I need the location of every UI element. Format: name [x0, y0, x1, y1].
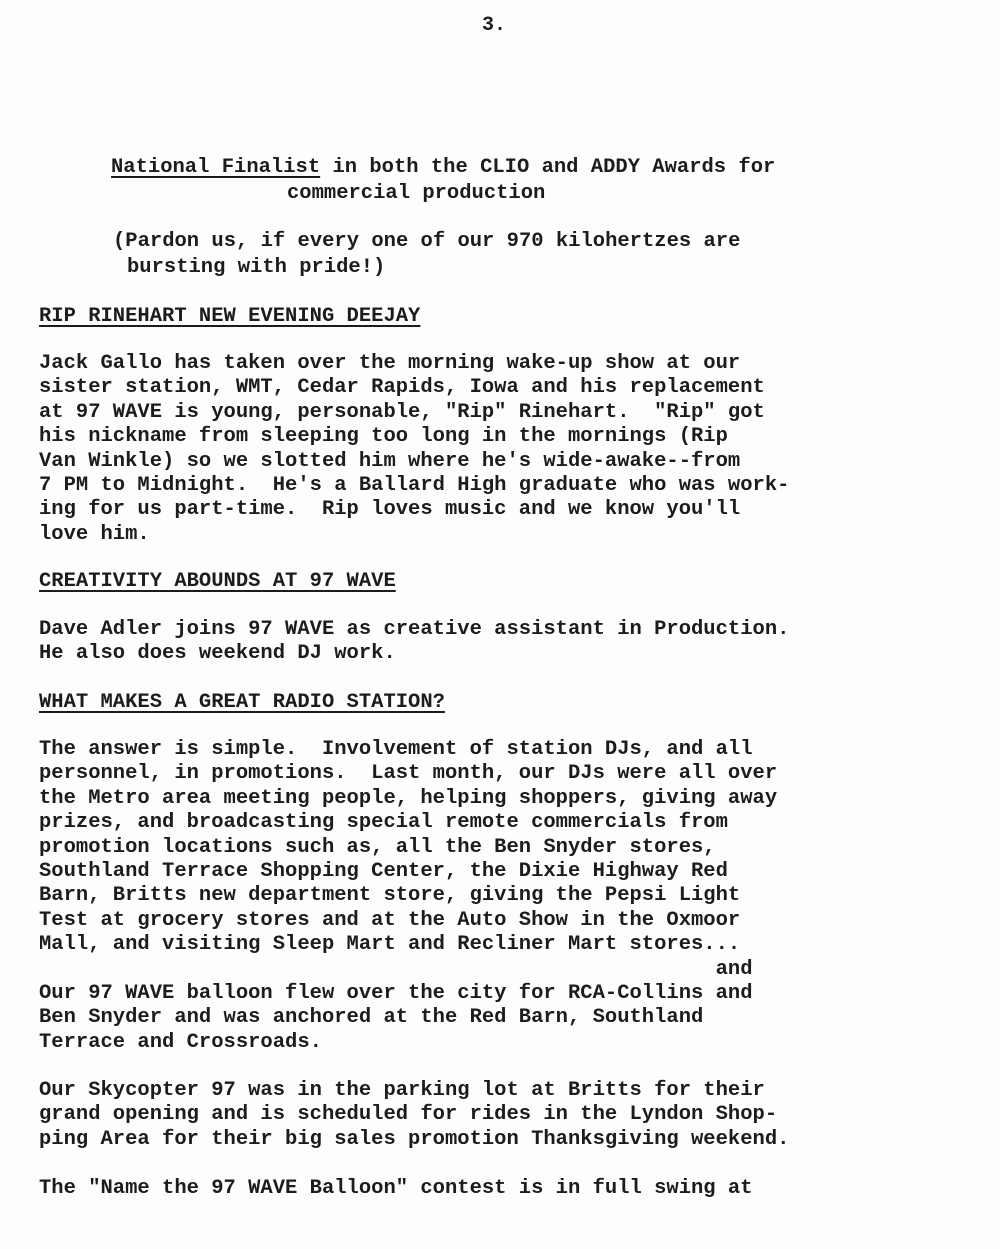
rip-heading: RIP RINEHART NEW EVENING DEEJAY	[39, 305, 421, 328]
paragraph-line: at 97 WAVE is young, personable, "Rip" Rinehart. "Rip" got	[39, 400, 765, 424]
paragraph-line: Barn, Britts new department store, giving the Pepsi Light	[39, 884, 741, 908]
great-station-heading: WHAT MAKES A GREAT RADIO STATION?	[39, 691, 445, 714]
paragraph-line: The "Name the 97 WAVE Balloon" contest is in full swing at	[39, 1177, 753, 1200]
paragraph-line: Test at grocery stores and at the Auto Show in the Oxmoor	[39, 908, 741, 932]
paragraph-line: Ben Snyder and was anchored at the Red Barn, Southland	[39, 1006, 704, 1030]
paragraph-line: and	[39, 957, 753, 981]
paragraph-line: Our 97 WAVE balloon flew over the city for RCA-Collins and	[39, 982, 753, 1005]
paragraph-line: the Metro area meeting people, helping shoppers, giving away	[39, 786, 778, 810]
paragraph-line: Van Winkle) so we slotted him where he's wide-awake--from	[39, 449, 741, 473]
paragraph-line: prizes, and broadcasting special remote commercials from	[39, 811, 728, 835]
finalist-rest: in both the CLIO and ADDY Awards for	[320, 156, 776, 179]
paragraph-line: sister station, WMT, Cedar Rapids, Iowa and his replacement	[39, 376, 765, 400]
paragraph-line: personnel, in promotions. Last month, our DJs were all over	[39, 762, 778, 786]
finalist-line-2: commercial production	[287, 182, 546, 205]
page-number: 3.	[482, 14, 507, 37]
finalist-underlined: National Finalist	[111, 156, 321, 179]
paragraph-line: promotion locations such as, all the Ben Snyder stores,	[39, 835, 716, 859]
rip-paragraph	[39, 352, 789, 547]
paragraph-line: Southland Terrace Shopping Center, the Dixie Highway Red	[39, 859, 728, 883]
paragraph-line: ing for us part-time. Rip loves music and we know you'll	[39, 498, 741, 522]
paragraph-line: ping Area for their big sales promotion Thanksgiving weekend.	[39, 1127, 790, 1151]
creativity-heading: CREATIVITY ABOUNDS AT 97 WAVE	[39, 570, 396, 593]
paragraph-line: He also does weekend DJ work.	[39, 642, 396, 666]
skycopter-paragraph	[39, 1079, 789, 1152]
contest-paragraph	[39, 1177, 753, 1201]
paragraph-line: Our Skycopter 97 was in the parking lot at Britts for their	[39, 1079, 765, 1102]
paragraph-line: Mall, and visiting Sleep Mart and Recliner Mart stores...	[39, 933, 741, 957]
paragraph-line: Terrace and Crossroads.	[39, 1030, 322, 1054]
great-station-paragraph	[39, 738, 777, 982]
finalist-line-1	[111, 156, 775, 180]
balloon-paragraph	[39, 982, 753, 1055]
paragraph-line: his nickname from sleeping too long in the mornings (Rip	[39, 425, 728, 449]
paragraph-line: 7 PM to Midnight. He's a Ballard High graduate who was work-	[39, 473, 790, 497]
paragraph-line: The answer is simple. Involvement of station DJs, and all	[39, 738, 753, 761]
paragraph-line: grand opening and is scheduled for rides in the Lyndon Shop-	[39, 1103, 778, 1127]
pardon-line-1: (Pardon us, if every one of our 970 kilohertzes are	[113, 230, 741, 253]
creativity-paragraph	[39, 618, 789, 667]
paragraph-line: Dave Adler joins 97 WAVE as creative assistant in Production.	[39, 618, 790, 641]
paragraph-line: love him.	[39, 522, 150, 546]
paragraph-line: Jack Gallo has taken over the morning wake-up show at our	[39, 352, 741, 375]
pardon-line-2: bursting with pride!)	[127, 256, 386, 279]
